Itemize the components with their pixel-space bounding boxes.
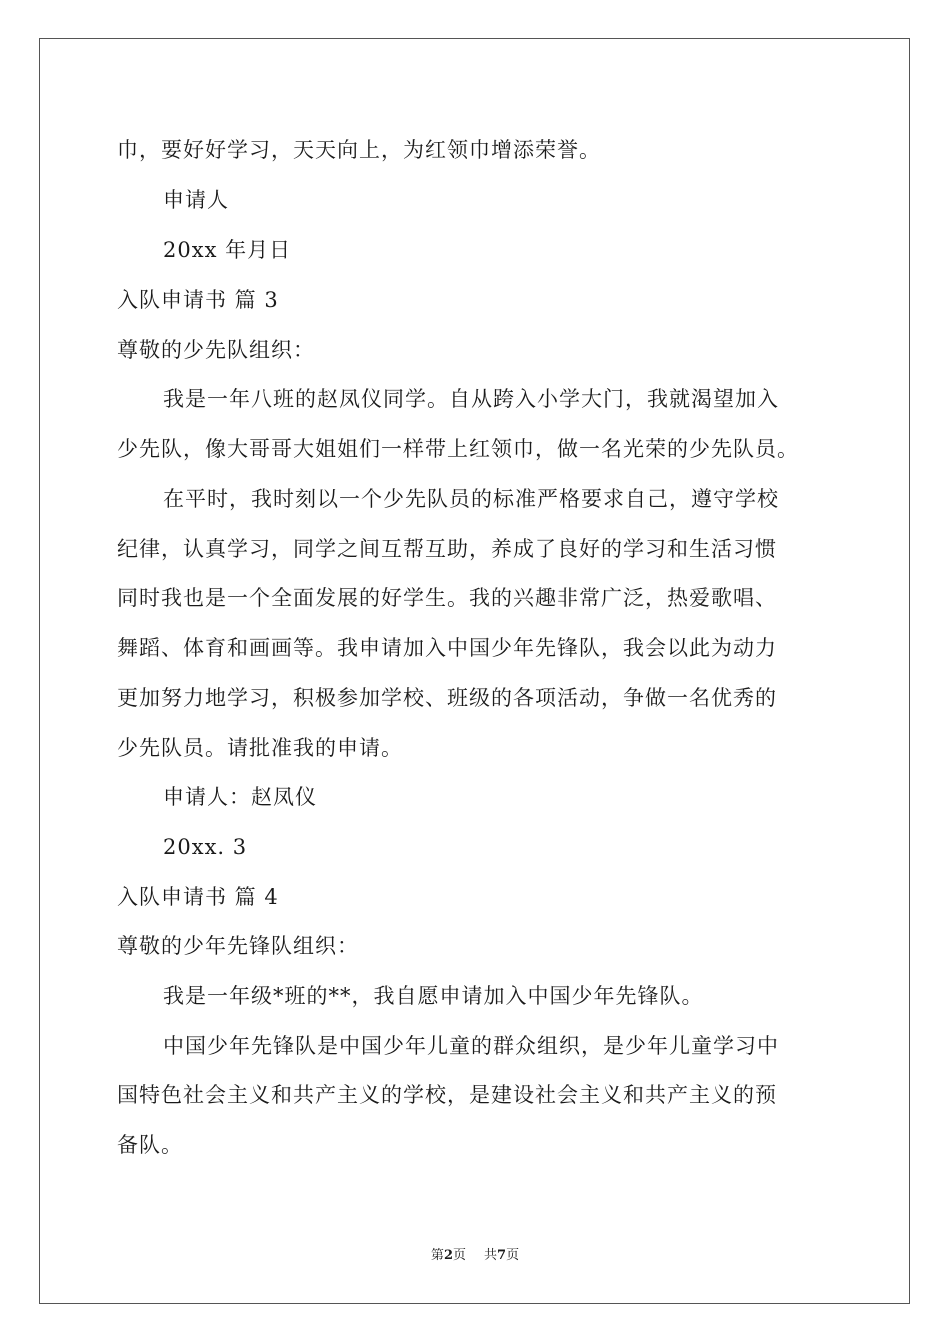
paragraph-line: 少先队员。请批准我的申请。 (117, 736, 403, 760)
date-line: 20xx. 3 (163, 835, 248, 859)
paragraph-line: 纪律，认真学习，同学之间互帮互助，养成了良好的学习和生活习惯 (117, 537, 777, 561)
page-prefix: 第 (430, 1248, 444, 1263)
date-line: 20xx 年月日 (163, 238, 292, 262)
paragraph-line: 我是一年级*班的**，我自愿申请加入中国少年先锋队。 (163, 984, 704, 1008)
page-footer (0, 1248, 950, 1264)
paragraph-line: 舞蹈、体育和画画等。我申请加入中国少年先锋队，我会以此为动力 (117, 636, 777, 660)
salutation: 尊敬的少先队组织： (117, 338, 315, 362)
salutation: 尊敬的少年先锋队组织： (117, 934, 359, 958)
signature-label: 申请人 (163, 188, 229, 212)
paragraph-line: 在平时，我时刻以一个少先队员的标准严格要求自己，遵守学校 (163, 487, 779, 511)
total-prefix: 共 (484, 1248, 498, 1263)
paragraph-line: 我是一年八班的赵凤仪同学。自从跨入小学大门，我就渴望加入 (163, 387, 779, 411)
paragraph-line: 中国少年先锋队是中国少年儿童的群众组织，是少年儿童学习中 (163, 1034, 779, 1058)
total-suffix: 页 (506, 1248, 520, 1263)
paragraph-line: 更加努力地学习，积极参加学校、班级的各项活动，争做一名优秀的 (117, 686, 777, 710)
paragraph-line: 备队。 (117, 1133, 183, 1157)
section-heading: 入队申请书 篇 3 (117, 288, 279, 312)
paragraph-line: 同时我也是一个全面发展的好学生。我的兴趣非常广泛，热爱歌唱、 (117, 586, 777, 610)
page-suffix: 页 (452, 1248, 466, 1263)
page-current: 2 (443, 1248, 453, 1263)
paragraph-line: 国特色社会主义和共产主义的学校，是建设社会主义和共产主义的预 (117, 1083, 777, 1107)
signature-line: 申请人：赵凤仪 (163, 785, 317, 809)
paragraph-line: 少先队，像大哥哥大姐姐们一样带上红领巾，做一名光荣的少先队员。 (117, 437, 799, 461)
page-frame (39, 38, 910, 1304)
section-heading: 入队申请书 篇 4 (117, 885, 279, 909)
text-line: 巾，要好好学习，天天向上，为红领巾增添荣誉。 (117, 138, 601, 162)
page-total: 7 (497, 1248, 507, 1263)
